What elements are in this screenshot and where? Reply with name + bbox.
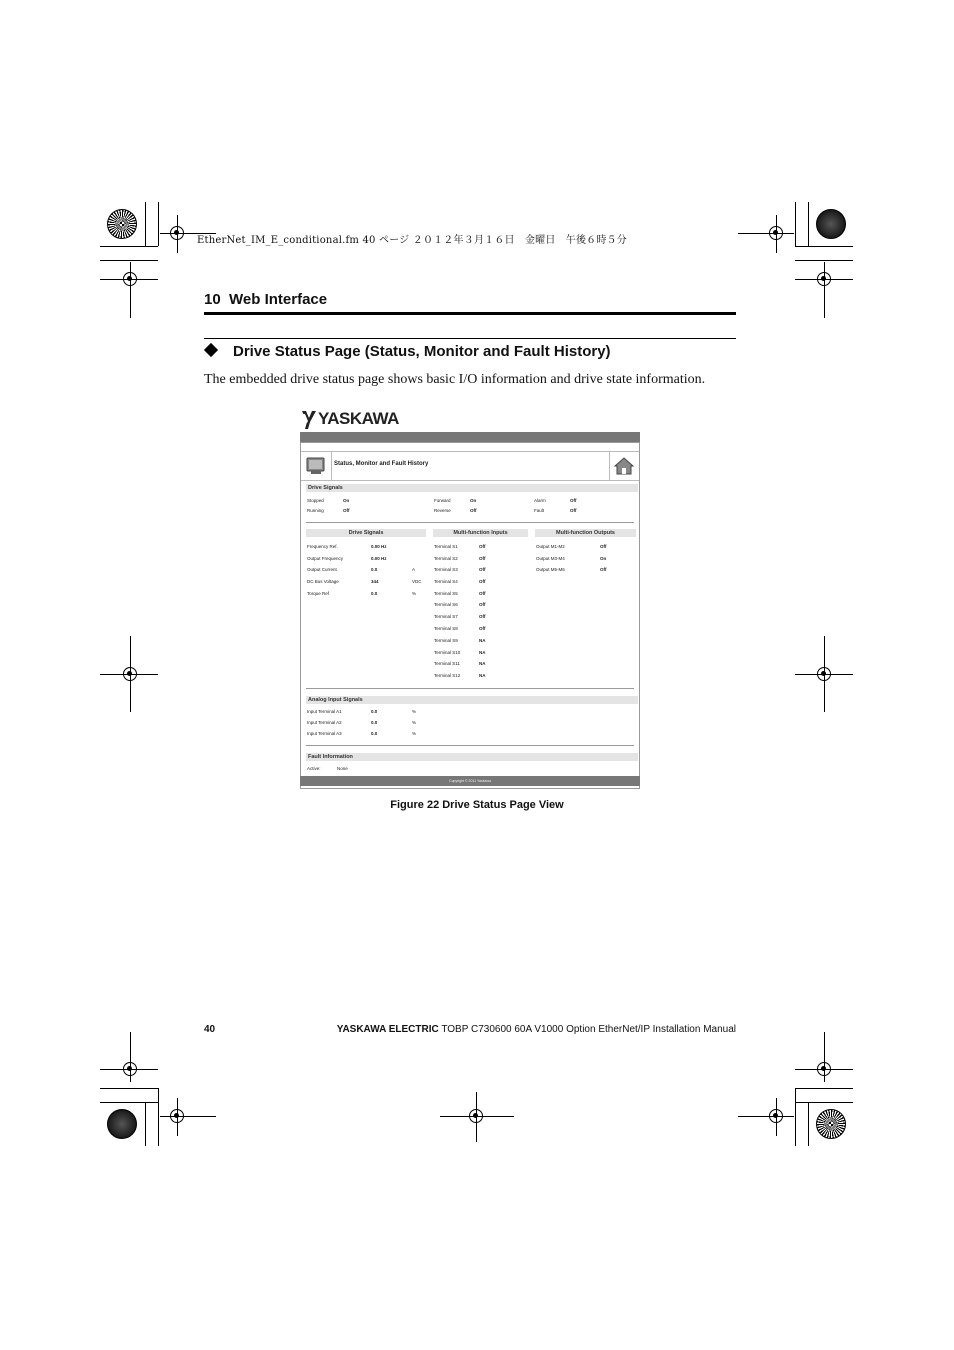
- drive-row-unit: A: [412, 567, 416, 572]
- section-title: [204, 291, 327, 308]
- fault-label: Active:: [307, 766, 321, 771]
- rosette-mark-top-left: [107, 209, 137, 239]
- col-band-inputs: [433, 529, 528, 537]
- signal-value: On: [470, 498, 477, 503]
- analog-row-unit: %: [412, 709, 417, 714]
- output-row-label: Output M3-M4: [536, 556, 565, 561]
- input-row-label: Terminal S8: [434, 626, 458, 631]
- section-name: Web Interface: [229, 291, 328, 308]
- output-row-label: Output M5-M6: [536, 567, 565, 572]
- rosette-mark-bottom-left: [107, 1109, 137, 1139]
- signal-label: Alarm: [534, 498, 546, 503]
- output-row-value: Off: [600, 567, 607, 572]
- input-row-value: Off: [479, 614, 486, 619]
- drive-row-label: DC Bus Voltage: [307, 579, 339, 584]
- drive-status-screenshot: [300, 400, 640, 788]
- signal-value: Off: [343, 508, 350, 513]
- input-row-label: Terminal S11: [434, 661, 460, 666]
- col-inputs-title: Multi-function Inputs: [453, 530, 508, 536]
- signal-value: Off: [570, 498, 577, 503]
- input-row-label: Terminal S10: [434, 650, 461, 655]
- fault-value: None: [337, 766, 348, 771]
- copyright-text: Copyright © 2011 Yaskawa: [449, 779, 491, 783]
- footer-manual-title: TOBP C730600 60A V1000 Option EtherNet/IP Installation Manual: [438, 1024, 736, 1035]
- yaskawa-logo-icon: [302, 411, 316, 429]
- page-number: 40: [204, 1024, 216, 1035]
- footer-text: [337, 1024, 736, 1035]
- input-row-label: Terminal S6: [434, 602, 458, 607]
- drive-row-value: 0.00 Hz: [371, 544, 387, 549]
- diamond-bullet-icon: [204, 343, 218, 357]
- analog-title: Analog Input Signals: [308, 697, 363, 703]
- analog-row-unit: %: [412, 731, 417, 736]
- input-row-value: Off: [479, 544, 486, 549]
- drive-row-label: Output Current: [307, 567, 337, 572]
- signal-value: Off: [470, 508, 477, 513]
- yaskawa-logo-text: YASKAWA: [318, 409, 399, 428]
- signal-label: Fault: [534, 508, 545, 513]
- footer-brand: YASKAWA ELECTRIC: [336, 1024, 439, 1035]
- figure-caption: Figure 22 Drive Status Page View: [390, 799, 564, 811]
- drive-row-value: 344: [371, 579, 379, 584]
- input-row-label: Terminal S2: [434, 556, 458, 561]
- input-row-label: Terminal S4: [434, 579, 458, 584]
- rosette-mark-top-right: [816, 209, 846, 239]
- signal-value: On: [343, 498, 350, 503]
- drive-row-value: 0.0: [371, 591, 378, 596]
- analog-row-value: 0.0: [371, 731, 378, 736]
- input-row-value: Off: [479, 602, 486, 607]
- drive-row-value: 0.00 Hz: [371, 556, 387, 561]
- analog-row-value: 0.0: [371, 720, 378, 725]
- subsection-title: Drive Status Page (Status, Monitor and Fault History): [233, 343, 611, 360]
- analog-row-label: Input Terminal A2: [307, 720, 342, 725]
- input-row-value: Off: [479, 591, 486, 596]
- output-row-value: On: [600, 556, 607, 561]
- drive-row-label: Output Frequency: [307, 556, 344, 561]
- signal-value: Off: [570, 508, 577, 513]
- signal-label: Forward: [434, 498, 451, 503]
- rosette-mark-bottom-right: [816, 1109, 846, 1139]
- status-panel: [300, 442, 640, 789]
- drive-signals-band: [306, 484, 638, 492]
- signal-label: Running: [307, 508, 324, 513]
- body-paragraph: The embedded drive status page shows basic I/O information and drive state information.: [204, 372, 706, 387]
- input-row-value: Off: [479, 626, 486, 631]
- col-outputs-title: Multi-function Outputs: [556, 530, 615, 536]
- input-row-value: NA: [479, 661, 486, 666]
- input-row-value: NA: [479, 673, 486, 678]
- input-row-label: Terminal S3: [434, 567, 458, 572]
- home-icon[interactable]: [613, 455, 635, 477]
- input-row-value: Off: [479, 556, 486, 561]
- analog-band: [306, 696, 638, 704]
- input-row-value: NA: [479, 650, 486, 655]
- input-row-value: NA: [479, 638, 486, 643]
- panel-header: [301, 451, 639, 481]
- input-row-label: Terminal S7: [434, 614, 458, 619]
- file-info-line: EtherNet_IM_E_conditional.fm 40 ページ ２０１２年３月１６日 金曜日 午後６時５分: [197, 235, 627, 246]
- copyright-bar: [300, 776, 640, 786]
- input-row-value: Off: [479, 579, 486, 584]
- analog-row-label: Input Terminal A3: [307, 731, 342, 736]
- fault-band: [306, 753, 638, 761]
- analog-row-label: Input Terminal A1: [307, 709, 342, 714]
- input-row-label: Terminal S9: [434, 638, 458, 643]
- col-band-drive: [306, 529, 426, 537]
- top-bar: [300, 432, 640, 442]
- output-row-label: Output M1-M2: [536, 544, 565, 549]
- signal-label: Stopped: [307, 498, 324, 503]
- subsection-rule: [204, 338, 736, 339]
- signal-label: Reverse: [434, 508, 451, 513]
- fault-title: Fault Information: [308, 754, 353, 760]
- analog-row-value: 0.0: [371, 709, 378, 714]
- section-number: 10: [204, 291, 221, 308]
- drive-row-unit: VDC: [412, 579, 422, 584]
- panel-title: Status, Monitor and Fault History: [334, 461, 429, 467]
- col-drive-title: Drive Signals: [348, 530, 384, 536]
- analog-row-unit: %: [412, 720, 417, 725]
- monitor-icon: [305, 455, 327, 477]
- input-row-label: Terminal S12: [434, 673, 461, 678]
- drive-row-label: Torque Ref: [307, 591, 330, 596]
- section-rule: [204, 312, 736, 315]
- col-band-outputs: [535, 529, 636, 537]
- drive-signals-title: Drive Signals: [308, 485, 343, 491]
- input-row-label: Terminal S5: [434, 591, 458, 596]
- drive-row-unit: %: [412, 591, 417, 596]
- output-row-value: Off: [600, 544, 607, 549]
- drive-row-value: 0.0: [371, 567, 378, 572]
- drive-row-label: Frequency Ref.: [307, 544, 338, 549]
- input-row-value: Off: [479, 567, 486, 572]
- input-row-label: Terminal S1: [434, 544, 458, 549]
